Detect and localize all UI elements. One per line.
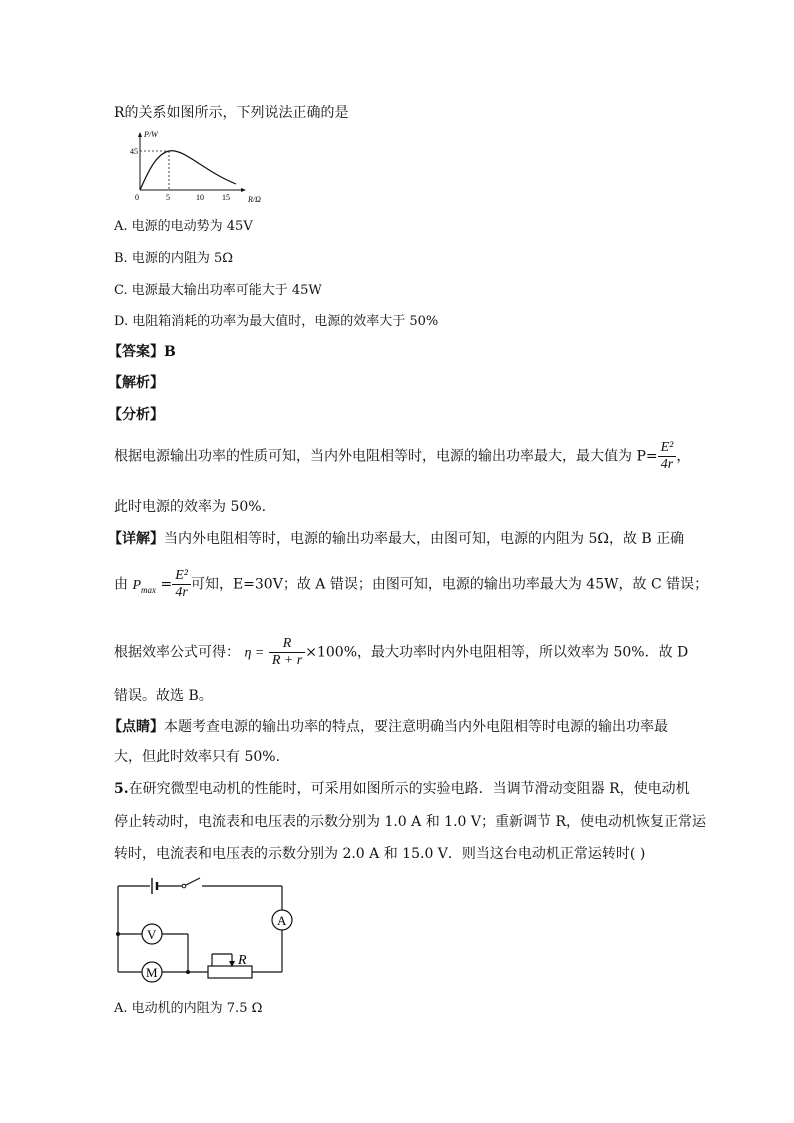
pmax-symbol: $P_{max}$	[132, 577, 157, 595]
q5-line-3: 转时，电流表和电压表的示数分别为 2.0 A 和 15.0 V．则当这台电动机正常运转时( )	[114, 846, 646, 862]
fenxi-tag: 【分析】	[108, 407, 164, 423]
fenxi-line: 根据电源输出功率的性质可知，当内外电阻相等时，电源的输出功率最大，最大值为 P= $\frac{\text{E²}}{4r}$ ，	[114, 440, 691, 472]
comment-line-2: 大，但此时效率只有 50%.	[114, 749, 281, 765]
voltmeter-label: V	[147, 927, 157, 942]
switch-contact	[182, 884, 186, 888]
comment-line: 【点睛】本题考查电源的输出功率的特点，要注意明确当内外电阻相等时电源的输出功率最	[108, 719, 668, 735]
q5-option-a: A. 电动机的内阻为 7.5 Ω	[114, 1001, 263, 1016]
x-axis-arrow	[241, 188, 246, 192]
option-a: A. 电源的电动势为 45V	[114, 219, 253, 234]
option-b: B. 电源的内阻为 5Ω	[114, 251, 233, 266]
x-axis-label: R/Ω	[248, 195, 261, 204]
answer-line: 【答案】B	[108, 344, 176, 360]
q5-line-1: 5.在研究微型电动机的性能时，可采用如图所示的实验电路．当调节滑动变阻器 R，使电动机	[114, 781, 690, 797]
x-tick-0: 0	[135, 193, 139, 202]
switch-blade	[186, 878, 200, 885]
y-tick-45: 45	[130, 147, 138, 156]
detail-line-2: 由 $P_{max}$ = $\frac{\text{E²}}{4r}$ 可知，E=30V；故 A 错误；由图可知，电源的输出功率最大为 45W，故 C 错误；	[114, 568, 709, 600]
option-d: D. 电阻箱消耗的功率为最大值时，电源的效率大于 50%	[114, 314, 439, 329]
analysis-tag: 【解析】	[108, 375, 164, 391]
efficiency-fraction: $\frac{R}{R + r}$	[269, 636, 305, 669]
x-tick-15: 15	[222, 193, 230, 202]
option-c: C. 电源最大输出功率可能大于 45W	[114, 283, 322, 298]
power-curve	[140, 151, 236, 190]
power-resistance-graph	[132, 128, 272, 206]
fenxi-line-2: 此时电源的效率为 50%.	[114, 499, 267, 515]
detail-line: 【详解】当内外电阻相等时，电源的输出功率最大，由图可知，电源的内阻为 5Ω，故 B 正确	[108, 531, 685, 547]
q5-line-2: 停止转动时，电流表和电压表的示数分别为 1.0 A 和 1.0 V；重新调节 R，使电动机恢复正常运	[114, 814, 706, 830]
y-axis-label: P/W	[144, 130, 158, 139]
x-tick-10: 10	[196, 193, 204, 202]
y-axis-arrow	[138, 132, 142, 137]
power-max-fraction: $\frac{\text{E²}}{4r}$	[658, 440, 677, 473]
detail-line-4: 错误。故选 B。	[114, 688, 213, 704]
junction-bottom	[186, 970, 190, 974]
x-tick-5: 5	[166, 193, 170, 202]
motor-label: M	[146, 965, 158, 980]
detail-line-3: 根据效率公式可得： η = $\frac{R}{R + r}$ ×100%，最大功率时内外电阻相等，所以效率为 50%．故 D	[114, 636, 689, 668]
ammeter-label: A	[277, 913, 287, 928]
pmax-fraction: $\frac{\text{E²}}{4r}$	[172, 568, 191, 601]
circuit-diagram	[112, 872, 302, 982]
rheostat-label: R	[238, 953, 247, 968]
intro-line: R的关系如图所示，下列说法正确的是	[114, 105, 349, 121]
